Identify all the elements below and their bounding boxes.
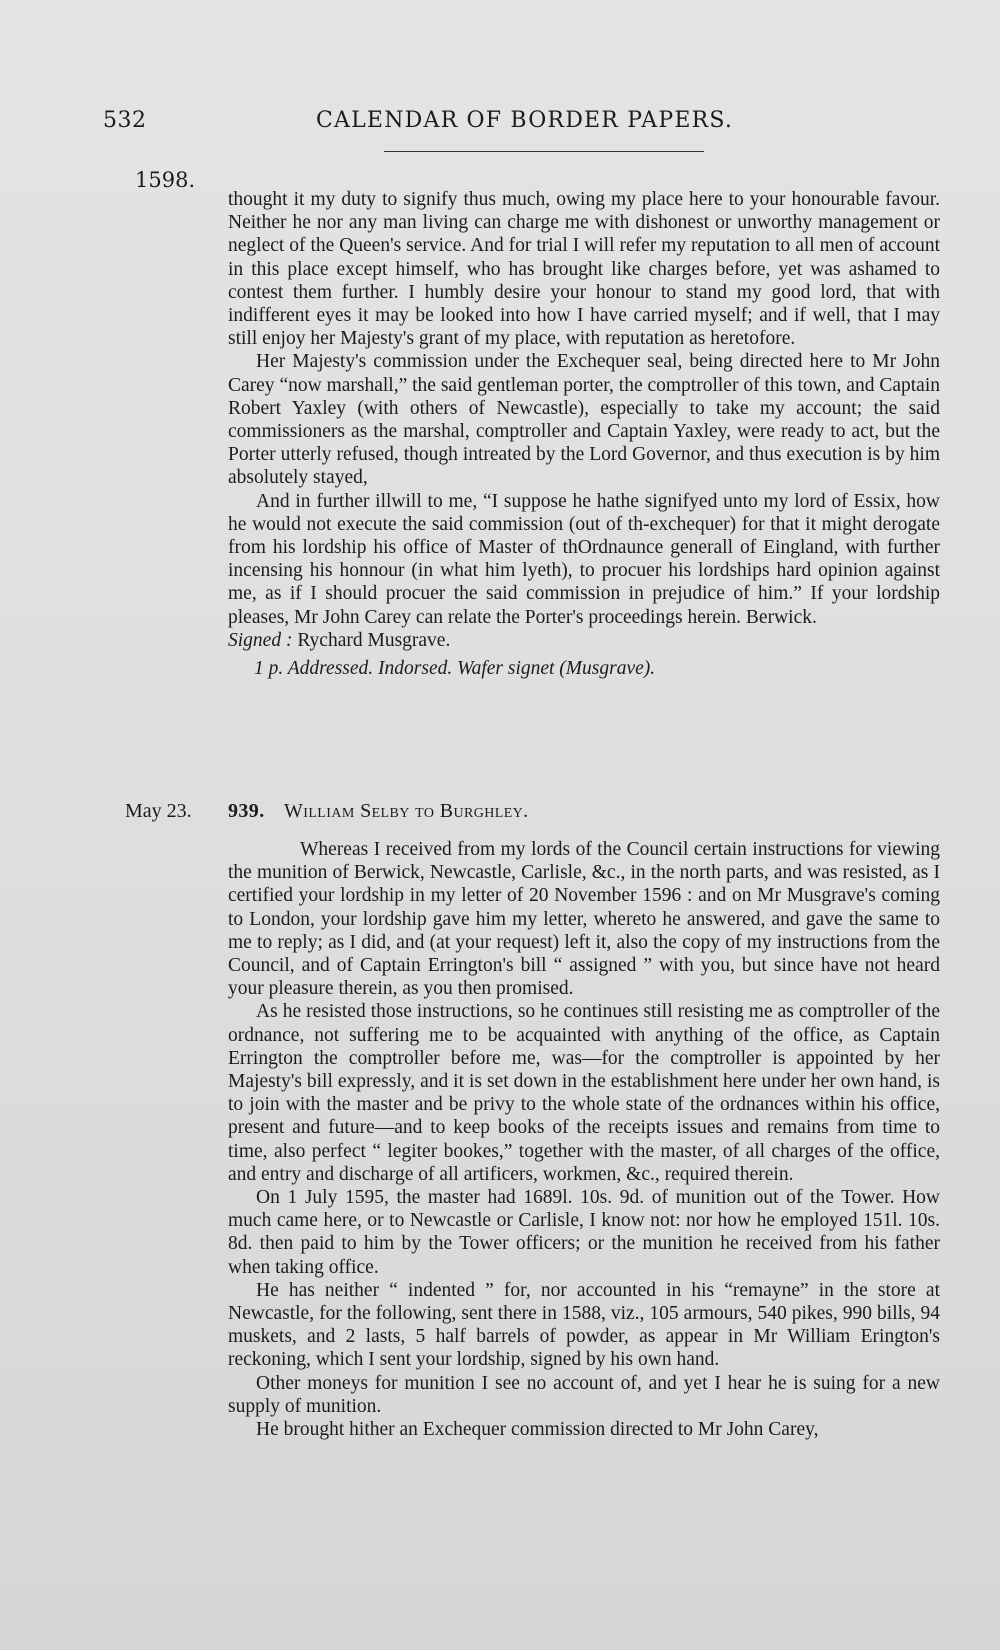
entry-paragraph: On 1 July 1595, the master had 1689l. 10s. 9d. of munition out of the Tower. How much came here, or to Newcastle or Carlisle, I know not: nor how he employed 151l. 10s. 8d. then paid to him by the Tower officers; or the munition he received from his father when taking office. xyxy=(228,1187,940,1278)
entry-body xyxy=(228,838,940,1441)
entry-date: May 23. xyxy=(125,800,192,822)
signed-label: Signed : xyxy=(228,629,293,651)
page-number: 532 xyxy=(103,108,147,133)
letter-continued xyxy=(228,188,940,680)
entry-number: 939. xyxy=(228,800,265,822)
entry-paragraph: He has neither “ indented ” for, nor accounted in his “remayne” in the store at Newcastle, for the following, sent there in 1588, viz., 105 armours, 540 pikes, 990 bills, 94 muskets, and 2 lasts, 5 half barrels of powder, as appear in Mr William Erington's reckoning, which I sent your lordship, signed by his own hand. xyxy=(228,1279,940,1371)
header-rule xyxy=(384,151,704,152)
page-header xyxy=(0,108,1000,148)
entry-paragraph: Other moneys for munition I see no account of, and yet I hear he is suing for a new supply of munition. xyxy=(228,1372,940,1417)
letter-paragraph: thought it my duty to signify thus much, owing my place here to your honourable favour. Neither he nor any man living can charge me with dishonest or unworthy management or neglect of the Queen's service. And for trial I will refer my reputation to all men of account in this place except himself, who has brought like charges before, yet was ashamed to contest them further. I humbly desire your honour to stand my good lord, that with indifferent eyes it may be looked into how I have carried myself; and if well, that I may still enjoy her Majesty's grant of my place, with reputation as heretofore. xyxy=(228,189,940,350)
letter-paragraph: And in further illwill to me, “I suppose he hathe signifyed unto my lord of Essix, how he would not execute the said commission (out of th-exchequer) for that it might derogate from his lordship his office of Master of thOrdnaunce generall of Eingland, with further incensing his honnour (in what him lyeth), to procuer his lordships hard opinion against me, as if I should procuer the said commission in prejudice of him.” If your lordship pleases, Mr John Carey can relate the Porter's proceedings herein. Berwick. xyxy=(228,490,940,628)
entry-paragraph: Whereas I received from my lords of the Council certain instructions for viewing the munition of Berwick, Newcastle, Carlisle, &c., in the north parts, and was resisted, as I certified your lordship in my letter of 20 November 1596 : and on Mr Musgrave's coming to London, your lordship gave him my letter, whereto he answered, and gave the same to me to reply; as I did, and (at your request) left it, also the copy of my instructions from the Council, and of Captain Errington's bill “ assigned ” with you, but since have not heard your pleasure therein, as you then promised. xyxy=(228,839,940,1000)
running-title: CALENDAR OF BORDER PAPERS. xyxy=(316,108,734,133)
signed-name: Rychard Musgrave. xyxy=(297,629,451,651)
entry-title: William Selby to Burghley. xyxy=(284,800,529,822)
endorsement-note: 1 p. Addressed. Indorsed. Wafer signet (Musgrave). xyxy=(254,658,656,680)
signature-line xyxy=(228,629,940,652)
entry-title-line xyxy=(228,800,529,823)
entry-paragraph: As he resisted those instructions, so he continues still resisting me as comptroller of the ordnance, not suffering me to be acquainted with anything of the office, as Captain Errington the comptroller before me, was—for the comptroller is appointed by her Majesty's bill expressly, and it is set down in the establishment here under her own hand, is to join with the master and be privy to the whole state of the ordnances within his office, present and future—and to keep books of the receipts issues and remains from time to time, also perfect “ legiter bookes,” together with the master, of all charges of the office, and entry and discharge of all artificers, workmen, &c., required therein. xyxy=(228,1001,940,1185)
letter-paragraph: Her Majesty's commission under the Exchequer seal, being directed here to Mr John Carey “now marshall,” the said gentleman porter, the comptroller of this town, and Captain Robert Yaxley (with others of Newcastle), especially to take my account; the said commissioners as the marshal, comptroller and Captain Yaxley, were ready to act, but the Porter utterly refused, though intreated by the Lord Governor, and thus execution is by him absolutely stayed, xyxy=(228,351,940,489)
entry-paragraph: He brought hither an Exchequer commission directed to Mr John Carey, xyxy=(256,1419,819,1441)
margin-year: 1598. xyxy=(135,168,196,192)
